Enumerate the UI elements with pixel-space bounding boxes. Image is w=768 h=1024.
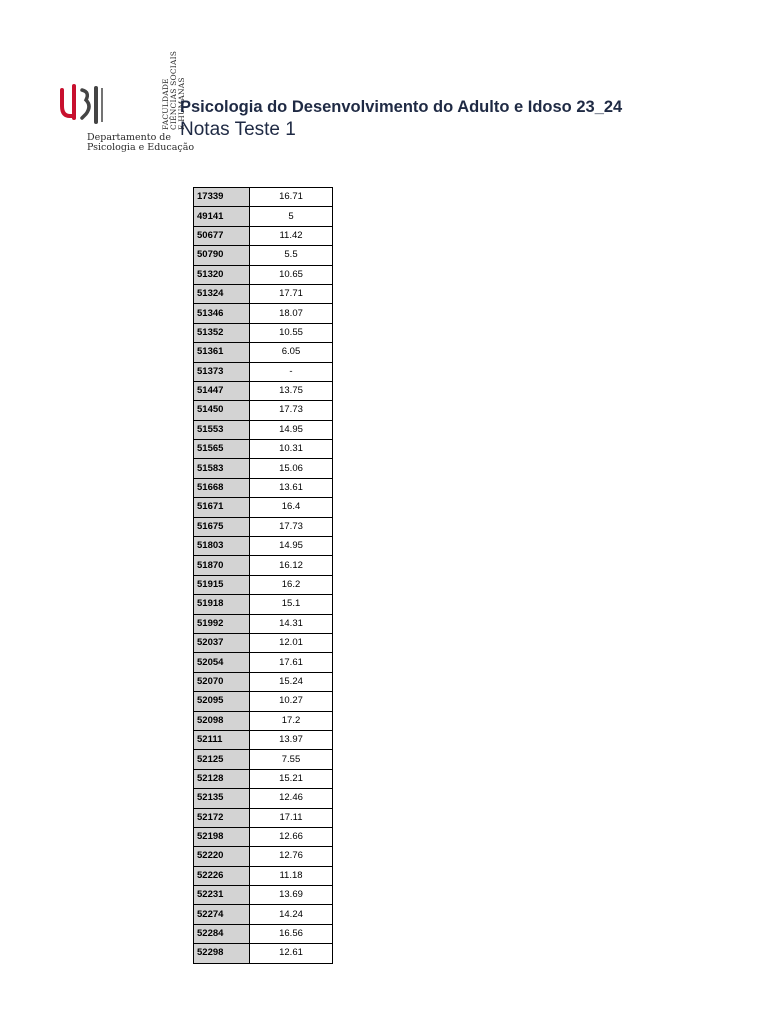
grade-cell: 13.75 — [250, 381, 333, 400]
table-row — [194, 866, 333, 885]
student-id-cell: 51992 — [194, 614, 250, 633]
table-row — [194, 750, 333, 769]
student-id-cell: 51671 — [194, 498, 250, 517]
grade-cell: 12.46 — [250, 789, 333, 808]
grade-cell: 10.65 — [250, 265, 333, 284]
grade-cell: 10.27 — [250, 692, 333, 711]
table-row — [194, 381, 333, 400]
grade-cell: 12.76 — [250, 847, 333, 866]
student-id-cell: 51675 — [194, 517, 250, 536]
table-row — [194, 498, 333, 517]
page-subtitle: Notas Teste 1 — [180, 119, 296, 140]
student-id-cell: 51870 — [194, 556, 250, 575]
faculty-line: FACULDADE — [161, 78, 170, 130]
grade-cell: 16.4 — [250, 498, 333, 517]
student-id-cell: 51803 — [194, 537, 250, 556]
table-row — [194, 672, 333, 691]
faculty-line: CIÊNCIAS SOCIAIS — [169, 50, 178, 130]
grade-cell: 14.24 — [250, 905, 333, 924]
table-row — [194, 789, 333, 808]
grades-table — [193, 187, 333, 964]
student-id-cell: 52098 — [194, 711, 250, 730]
student-id-cell: 52128 — [194, 769, 250, 788]
grade-cell: 16.71 — [250, 188, 333, 207]
grade-cell: 5.5 — [250, 246, 333, 265]
faculty-name — [161, 50, 186, 130]
grade-cell: 14.31 — [250, 614, 333, 633]
table-row — [194, 905, 333, 924]
student-id-cell: 17339 — [194, 188, 250, 207]
table-row — [194, 653, 333, 672]
table-row — [194, 207, 333, 226]
grade-cell: 17.2 — [250, 711, 333, 730]
student-id-cell: 51447 — [194, 381, 250, 400]
table-row — [194, 478, 333, 497]
table-row — [194, 730, 333, 749]
table-row — [194, 633, 333, 652]
grade-cell: 15.21 — [250, 769, 333, 788]
grade-cell: 15.1 — [250, 595, 333, 614]
page-title: Psicologia do Desenvolvimento do Adulto e Idoso 23_24 — [180, 98, 623, 116]
grade-cell: 16.12 — [250, 556, 333, 575]
student-id-cell: 52231 — [194, 886, 250, 905]
table-row — [194, 401, 333, 420]
table-row — [194, 944, 333, 963]
grade-cell: 17.11 — [250, 808, 333, 827]
student-id-cell: 52037 — [194, 633, 250, 652]
table-row — [194, 246, 333, 265]
grade-cell: 11.18 — [250, 866, 333, 885]
table-row — [194, 517, 333, 536]
table-row — [194, 575, 333, 594]
grade-cell: 17.73 — [250, 401, 333, 420]
grade-cell: 16.2 — [250, 575, 333, 594]
student-id-cell: 51553 — [194, 420, 250, 439]
student-id-cell: 50677 — [194, 226, 250, 245]
student-id-cell: 52070 — [194, 672, 250, 691]
grade-cell: 16.56 — [250, 924, 333, 943]
table-row — [194, 769, 333, 788]
grade-cell: 6.05 — [250, 343, 333, 362]
grade-cell: 7.55 — [250, 750, 333, 769]
grade-cell: 12.66 — [250, 827, 333, 846]
table-row — [194, 692, 333, 711]
table-row — [194, 614, 333, 633]
grade-cell: 10.31 — [250, 440, 333, 459]
grade-cell: 15.06 — [250, 459, 333, 478]
table-row — [194, 827, 333, 846]
grade-cell: 17.73 — [250, 517, 333, 536]
table-row — [194, 304, 333, 323]
student-id-cell: 51324 — [194, 284, 250, 303]
grade-cell: 18.07 — [250, 304, 333, 323]
table-row — [194, 459, 333, 478]
logo-mark-icon — [60, 84, 108, 124]
department-line: Departamento de — [87, 132, 172, 143]
grade-cell: 17.71 — [250, 284, 333, 303]
student-id-cell: 51346 — [194, 304, 250, 323]
table-row — [194, 595, 333, 614]
table-row — [194, 556, 333, 575]
table-row — [194, 711, 333, 730]
student-id-cell: 51450 — [194, 401, 250, 420]
table-row — [194, 226, 333, 245]
table-row — [194, 847, 333, 866]
grade-cell: 13.69 — [250, 886, 333, 905]
student-id-cell: 52220 — [194, 847, 250, 866]
student-id-cell: 51565 — [194, 440, 250, 459]
faculty-line: E HUMANAS — [177, 77, 186, 130]
student-id-cell: 52284 — [194, 924, 250, 943]
grade-cell: 15.24 — [250, 672, 333, 691]
student-id-cell: 52172 — [194, 808, 250, 827]
grades-table-body — [194, 188, 333, 964]
table-row — [194, 420, 333, 439]
student-id-cell: 52198 — [194, 827, 250, 846]
department-name — [87, 133, 194, 153]
student-id-cell: 52298 — [194, 944, 250, 963]
grade-cell: 12.01 — [250, 633, 333, 652]
table-row — [194, 440, 333, 459]
table-row — [194, 284, 333, 303]
student-id-cell: 52135 — [194, 789, 250, 808]
student-id-cell: 51361 — [194, 343, 250, 362]
department-line: Psicologia e Educação — [87, 142, 195, 153]
student-id-cell: 51668 — [194, 478, 250, 497]
grade-cell: 14.95 — [250, 537, 333, 556]
student-id-cell: 52054 — [194, 653, 250, 672]
student-id-cell: 52274 — [194, 905, 250, 924]
student-id-cell: 51373 — [194, 362, 250, 381]
student-id-cell: 49141 — [194, 207, 250, 226]
table-row — [194, 323, 333, 342]
student-id-cell: 52226 — [194, 866, 250, 885]
student-id-cell: 51918 — [194, 595, 250, 614]
table-row — [194, 886, 333, 905]
grade-cell: 5 — [250, 207, 333, 226]
grade-cell: 13.61 — [250, 478, 333, 497]
grade-cell: 12.61 — [250, 944, 333, 963]
student-id-cell: 51320 — [194, 265, 250, 284]
faculty-logo — [60, 50, 195, 160]
student-id-cell: 51915 — [194, 575, 250, 594]
grade-cell: 11.42 — [250, 226, 333, 245]
grade-cell: 17.61 — [250, 653, 333, 672]
table-row — [194, 808, 333, 827]
table-row — [194, 362, 333, 381]
table-row — [194, 343, 333, 362]
student-id-cell: 52095 — [194, 692, 250, 711]
student-id-cell: 51352 — [194, 323, 250, 342]
grade-cell: 13.97 — [250, 730, 333, 749]
student-id-cell: 51583 — [194, 459, 250, 478]
table-row — [194, 265, 333, 284]
student-id-cell: 52111 — [194, 730, 250, 749]
grade-cell: 10.55 — [250, 323, 333, 342]
table-row — [194, 924, 333, 943]
grade-cell: - — [250, 362, 333, 381]
table-row — [194, 537, 333, 556]
student-id-cell: 50790 — [194, 246, 250, 265]
student-id-cell: 52125 — [194, 750, 250, 769]
grade-cell: 14.95 — [250, 420, 333, 439]
table-row — [194, 188, 333, 207]
